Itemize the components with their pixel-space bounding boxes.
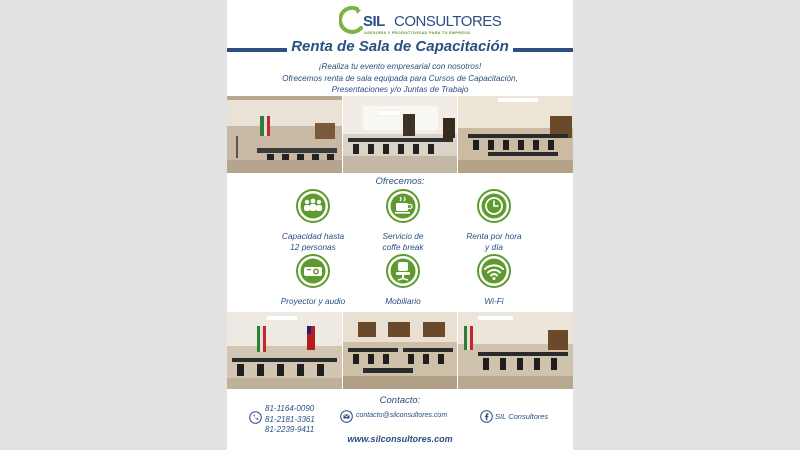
intro-line: Presentaciones y/o Juntas de Trabajo — [331, 85, 469, 94]
room-photos-top — [227, 96, 573, 173]
feature-label: Capacidad hasta — [281, 231, 345, 241]
feature-wifi — [439, 254, 549, 307]
people-icon — [296, 189, 330, 223]
room-photos-bottom — [227, 312, 573, 389]
logo-name-light: CONSULTORES — [394, 13, 502, 30]
coffee-icon — [386, 189, 420, 223]
room-photo — [458, 312, 573, 389]
phone-icon — [249, 411, 262, 424]
offer-title: Ofrecemos: — [375, 176, 425, 187]
room-photo — [458, 96, 573, 173]
contact-title: Contacto: — [379, 395, 421, 406]
feature-label: Proyector y audio — [280, 296, 346, 306]
phone-list — [265, 404, 315, 436]
website-link[interactable]: www.silconsultores.com — [347, 434, 453, 444]
feature-label: Renta por hora — [466, 231, 522, 241]
room-photo — [343, 312, 459, 389]
email-icon — [340, 410, 353, 423]
room-photo — [227, 96, 343, 173]
page-title: Renta de Sala de Capacitación — [291, 38, 509, 55]
intro-line: Ofrecemos renta de sala equipada para Cursos de Capacitación, — [282, 73, 518, 83]
flyer — [227, 0, 573, 450]
projector-icon — [296, 254, 330, 288]
facebook-link[interactable]: SIL Consultores — [495, 412, 549, 421]
feature-label: y día — [485, 241, 503, 252]
feature-label: Mobiliario — [385, 296, 421, 306]
clock-icon — [477, 189, 511, 223]
email-link[interactable]: contacto@silconsultores.com — [356, 412, 448, 419]
feature-label: 12 personas — [290, 241, 336, 252]
logo-arc-icon — [339, 6, 365, 36]
room-photo — [227, 312, 343, 389]
phone-number[interactable]: 81-2181-3361 — [265, 414, 315, 424]
feature-label: Servicio de — [382, 231, 424, 241]
feature-rental-hours — [439, 189, 549, 252]
logo-tagline: ASESORÍA Y PRODUCTIVIDAD PARA TU EMPRESA — [364, 30, 471, 35]
chair-icon — [386, 254, 420, 288]
phone-number[interactable]: 81-1164-0090 — [265, 404, 315, 413]
logo-name-bold: SIL — [363, 13, 385, 30]
sil-logo — [339, 6, 502, 42]
feature-label: Wi-Fi — [484, 296, 504, 306]
room-photo — [343, 96, 459, 173]
facebook-icon — [480, 410, 493, 423]
wifi-icon — [477, 254, 511, 288]
intro-line: ¡Realiza tu evento empresarial con nosotros! — [318, 62, 482, 71]
phone-number[interactable]: 81-2239-9411 — [265, 425, 315, 434]
feature-label: coffe break — [382, 241, 424, 252]
intro-text — [227, 61, 573, 96]
